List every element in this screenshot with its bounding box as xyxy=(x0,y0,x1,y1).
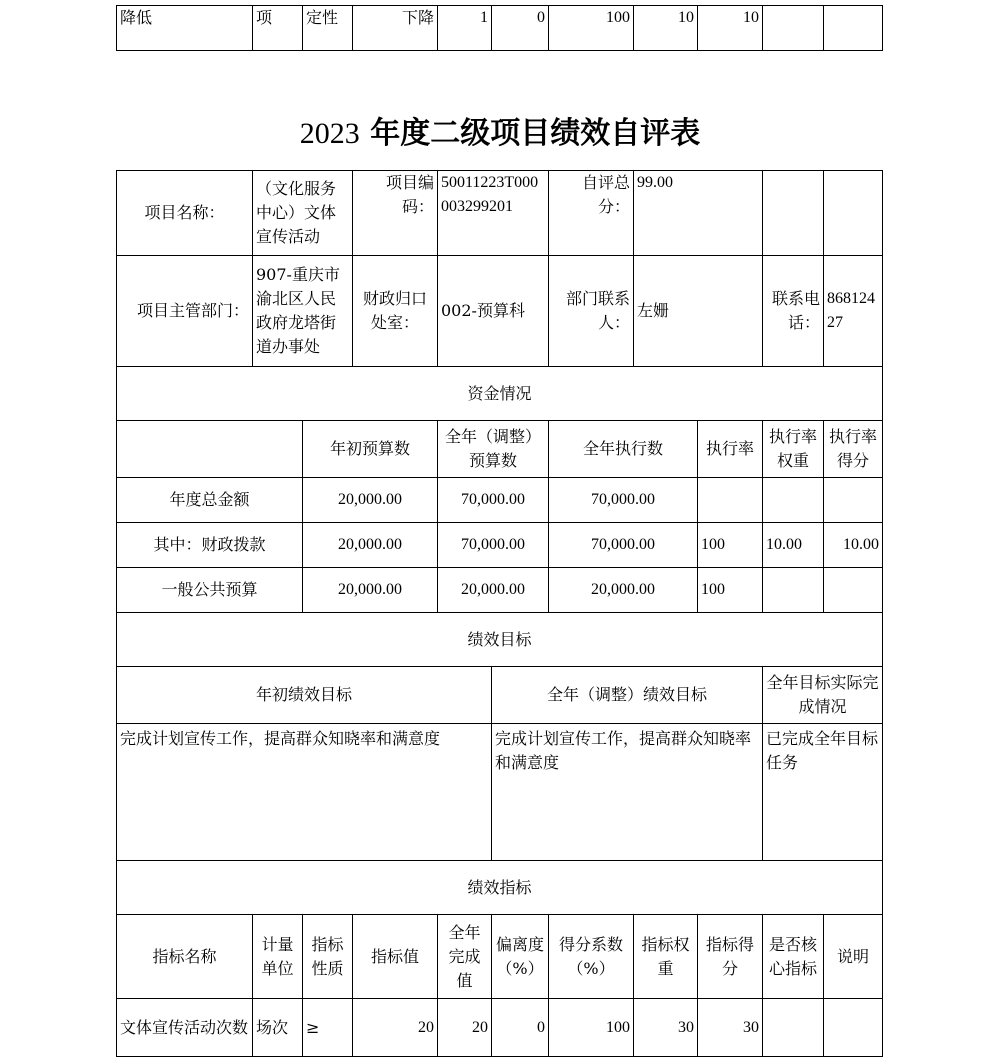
table-row xyxy=(117,478,883,523)
funds-weight: 10.00 xyxy=(763,523,824,568)
indicator-value: 20 xyxy=(353,999,438,1057)
funds-row-label: 年度总金额 xyxy=(117,478,303,523)
funds-header-executed: 全年执行数 xyxy=(549,421,698,478)
indicator-header-note: 说明 xyxy=(824,915,883,999)
funds-weight xyxy=(763,568,824,613)
funds-initial: 20,000.00 xyxy=(303,568,438,613)
goals-adjusted-text: 完成计划宣传工作，提高群众知晓率和满意度 xyxy=(492,724,763,861)
funds-executed: 70,000.00 xyxy=(549,523,698,568)
indicator-header-name: 指标名称 xyxy=(117,915,253,999)
empty-cell xyxy=(824,171,883,256)
funds-rate: 100 xyxy=(698,568,763,613)
funds-initial: 20,000.00 xyxy=(303,523,438,568)
funds-rate: 100 xyxy=(698,523,763,568)
phone-value: 86812427 xyxy=(824,256,883,367)
indicator-header-core: 是否核心指标 xyxy=(763,915,824,999)
indicator-name: 文体宣传活动次数 xyxy=(117,999,253,1057)
indicator-deviation: 0 xyxy=(492,999,549,1057)
goals-header-initial: 年初绩效目标 xyxy=(117,667,492,724)
funds-rate xyxy=(698,478,763,523)
table-row xyxy=(117,367,883,421)
score-cell: 10 xyxy=(698,6,763,51)
funds-row-label: 其中：财政拨款 xyxy=(117,523,303,568)
goals-actual-text: 已完成全年目标任务 xyxy=(763,724,883,861)
table-row xyxy=(117,6,883,51)
indicator-header-actual: 全年完成值 xyxy=(438,915,492,999)
core-cell xyxy=(763,6,824,51)
goals-header-actual: 全年目标实际完成情况 xyxy=(763,667,883,724)
table-row xyxy=(117,999,883,1057)
project-code-label: 项目编码： xyxy=(353,171,438,256)
funds-header-rate: 执行率 xyxy=(698,421,763,478)
indicator-weight: 30 xyxy=(634,999,698,1057)
finance-office-label: 财政归口处室： xyxy=(353,256,438,367)
self-score-label: 自评总分： xyxy=(549,171,634,256)
funds-header-score: 执行率得分 xyxy=(824,421,883,478)
funds-section-title: 资金情况 xyxy=(117,367,883,421)
indicator-header-deviation: 偏离度（%） xyxy=(492,915,549,999)
title-year: 2023 xyxy=(299,117,360,150)
unit-cell: 项 xyxy=(253,6,303,51)
indicator-header-score: 指标得分 xyxy=(698,915,763,999)
table-row xyxy=(117,724,883,861)
indicator-header-coef: 得分系数（%） xyxy=(549,915,634,999)
deviation-cell: 0 xyxy=(492,6,549,51)
finance-office-value: 002-预算科 xyxy=(438,256,549,367)
indicator-note xyxy=(824,999,883,1057)
nature-cell: 定性 xyxy=(303,6,353,51)
goals-initial-text: 完成计划宣传工作，提高群众知晓率和满意度 xyxy=(117,724,492,861)
funds-row-label: 一般公共预算 xyxy=(117,568,303,613)
indicator-core xyxy=(763,999,824,1057)
funds-header-weight: 执行率权重 xyxy=(763,421,824,478)
funds-adjusted: 70,000.00 xyxy=(438,523,549,568)
indicator-header-weight: 指标权重 xyxy=(634,915,698,999)
table-row xyxy=(117,861,883,915)
indicator-coef: 100 xyxy=(549,999,634,1057)
empty-cell xyxy=(763,171,824,256)
weight-cell: 10 xyxy=(634,6,698,51)
indicator-name-cell: 降低 xyxy=(117,6,253,51)
table-row xyxy=(117,421,883,478)
goals-section-title: 绩效目标 xyxy=(117,613,883,667)
phone-label: 联系电话： xyxy=(763,256,824,367)
funds-adjusted: 20,000.00 xyxy=(438,568,549,613)
project-code-value: 50011223T000003299201 xyxy=(438,171,549,256)
funds-score xyxy=(824,568,883,613)
funds-score: 10.00 xyxy=(824,523,883,568)
funds-adjusted: 70,000.00 xyxy=(438,478,549,523)
funds-header-initial: 年初预算数 xyxy=(303,421,438,478)
self-score-value: 99.00 xyxy=(634,171,763,256)
previous-indicator-table-fragment xyxy=(116,5,883,51)
value-cell: 下降 xyxy=(353,6,438,51)
table-row xyxy=(117,667,883,724)
indicator-score: 30 xyxy=(698,999,763,1057)
note-cell xyxy=(824,6,883,51)
table-row xyxy=(117,915,883,999)
department-label: 项目主管部门： xyxy=(117,256,253,367)
indicator-header-nature: 指标性质 xyxy=(303,915,353,999)
indicator-unit: 场次 xyxy=(253,999,303,1057)
title-text: 年度二级项目绩效自评表 xyxy=(370,116,701,151)
funds-executed: 20,000.00 xyxy=(549,568,698,613)
project-name-label: 项目名称： xyxy=(117,171,253,256)
self-evaluation-table xyxy=(116,170,883,1057)
funds-header-adjusted: 全年（调整）预算数 xyxy=(438,421,549,478)
table-row xyxy=(117,613,883,667)
actual-cell: 1 xyxy=(438,6,492,51)
department-value: 907-重庆市渝北区人民政府龙塔街道办事处 xyxy=(253,256,353,367)
funds-score xyxy=(824,478,883,523)
goals-header-adjusted: 全年（调整）绩效目标 xyxy=(492,667,763,724)
indicator-header-unit: 计量单位 xyxy=(253,915,303,999)
coef-cell: 100 xyxy=(549,6,634,51)
table-row xyxy=(117,568,883,613)
page-title xyxy=(0,112,1000,156)
contact-label: 部门联系人： xyxy=(549,256,634,367)
funds-weight xyxy=(763,478,824,523)
table-row xyxy=(117,523,883,568)
funds-initial: 20,000.00 xyxy=(303,478,438,523)
indicators-section-title: 绩效指标 xyxy=(117,861,883,915)
contact-value: 左姗 xyxy=(634,256,763,367)
funds-executed: 70,000.00 xyxy=(549,478,698,523)
table-row xyxy=(117,171,883,256)
indicator-header-value: 指标值 xyxy=(353,915,438,999)
indicator-nature: ≥ xyxy=(303,999,353,1057)
table-row xyxy=(117,256,883,367)
indicator-actual: 20 xyxy=(438,999,492,1057)
empty-cell xyxy=(117,421,303,478)
project-name-value: （文化服务中心）文体宣传活动 xyxy=(253,171,353,256)
